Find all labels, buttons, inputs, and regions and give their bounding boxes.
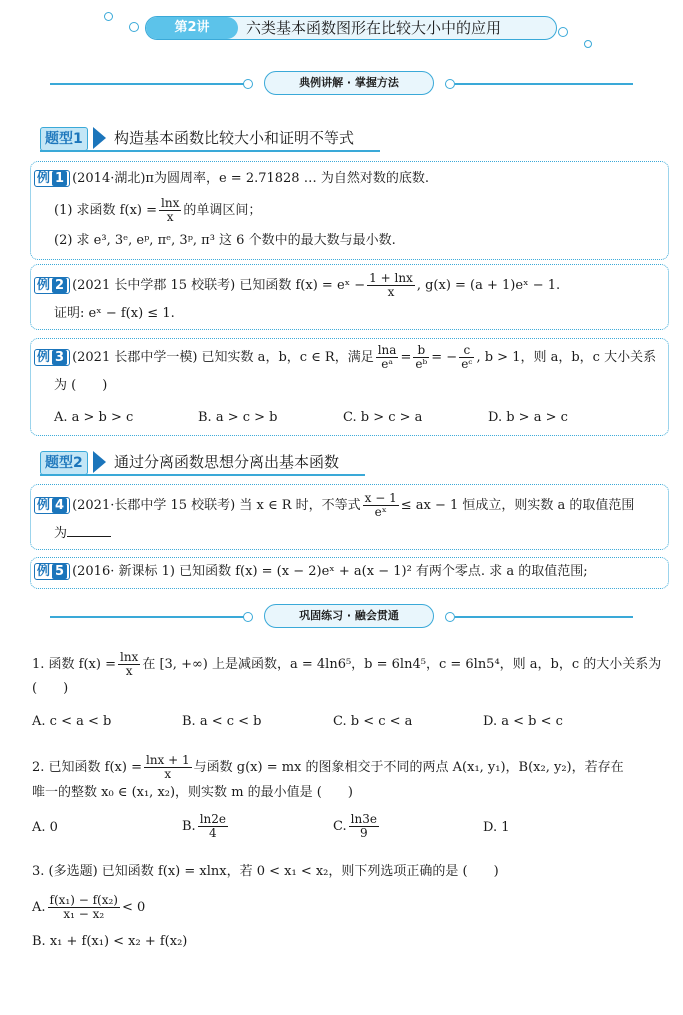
fraction: $\frac{b}{\text{eᵇ}}$ (415, 343, 428, 371)
example-5-line-1: 例 5 (2016· 新课标 1) 已知函数 f(x) = (x − 2)eˣ + a(x − 1)² 有两个零点. 求 a 的取值范围; (34, 563, 588, 581)
option-d: D. b > a > c (488, 410, 568, 425)
decor-circle (243, 612, 253, 622)
fraction: $\frac{\ln x}{x}$ (161, 196, 180, 224)
lesson-number: 第2讲 (146, 17, 238, 39)
fraction: $\frac{\text{f(x₁) − f(x₂)}}{\text{x₁ − x₂}}$ (49, 893, 118, 921)
arrow-right-icon (93, 127, 106, 149)
option-b: B. a > c > b (198, 410, 278, 425)
example-1-line-2: (1) 求函数 f(x) = $\frac{\ln x}{x}$ 的单调区间； (54, 196, 262, 224)
example-badge: 例 4 (34, 497, 70, 514)
option-d: D. 1 (483, 820, 510, 835)
type-title: 通过分离函数思想分离出基本函数 (114, 453, 340, 471)
decor-circle (445, 79, 455, 89)
exercise-2-line-1: 2. 已知函数 f(x) = $\frac{\ln x + 1}{x}$ 与函数 g(x) = mx 的图象相交于不同的两点 A(x₁, y₁)，B(x₂, y₂)，若存在 (32, 753, 624, 781)
option-b: B. x₁ + f(x₁) < x₂ + f(x₂) (32, 934, 188, 949)
example-badge: 例 1 (34, 170, 70, 187)
fraction: $\frac{x - 1}{\text{eˣ}}$ (364, 491, 397, 519)
type-underline (40, 474, 365, 476)
section-title-practice: 巩固练习 · 融会贯通 (264, 604, 434, 628)
fraction: $\frac{\ln 2e}{4}$ (199, 812, 226, 840)
exercise-3-line-1: 3. (多选题) 已知函数 f(x) = xlnx，若 0 < x₁ < x₂，则下列选项正确的是 ( ) (32, 864, 499, 879)
example-1-line-1: 例 1 (2014·湖北)π为圆周率，e = 2.71828 … 为自然对数的底数. (34, 170, 429, 188)
decor-circle (104, 12, 113, 21)
fraction: $\frac{\ln x}{x}$ (119, 650, 139, 678)
example-1-line-3: (2) 求 e³, 3ᵉ, eᵖ, πᵉ, 3ᵖ, π³ 这 6 个数中的最大数与最小数. (54, 233, 396, 248)
exercise-2-line-2: 唯一的整数 x₀ ∈ (x₁, x₂)，则实数 m 的最小值是 ( ) (32, 785, 353, 800)
type-title: 构造基本函数比较大小和证明不等式 (114, 129, 355, 147)
fraction: $\frac{\ln a}{\text{eᵃ}}$ (377, 343, 397, 371)
fraction: $\frac{\ln 3e}{9}$ (350, 812, 377, 840)
example-badge: 例 5 (34, 563, 70, 580)
section-divider-line (455, 616, 633, 618)
section-title-examples: 典例讲解 · 掌握方法 (264, 71, 434, 95)
lesson-header (145, 16, 557, 40)
option-c: C. b < c < a (333, 714, 413, 729)
option-c: C. $\frac{\ln 3e}{9}$ (333, 812, 377, 840)
example-3-line-2: 为 ( ) (54, 378, 108, 393)
fraction: $\frac{c}{\text{eᶜ}}$ (461, 343, 473, 371)
option-b: B. a < c < b (182, 714, 262, 729)
decor-circle (243, 79, 253, 89)
decor-circle (558, 27, 568, 37)
section-divider-line (50, 616, 245, 618)
decor-circle (445, 612, 455, 622)
decor-circle (129, 22, 139, 32)
example-4-line-2: 为 (54, 525, 111, 543)
exercise-1-line-1: 1. 函数 f(x) = $\frac{\ln x}{x}$ 在 [3, +∞) 上是减函数，a = 4ln6⁵，b = 6ln4⁵，c = 6ln5⁴，则 a，b，c 的大小关系为 (32, 650, 662, 678)
example-3-line-1: 例 3 (2021 长郡中学一模) 已知实数 a，b，c ∈ R，满足 $\frac{\ln a}{\text{eᵃ}}$ = $\frac{b}{\text{eᵇ}}$ = − $\frac{c}{\text{eᶜ}}$ , b > 1，则 a，b，c 大小关系 (34, 344, 656, 371)
arrow-right-icon (93, 451, 106, 473)
section-divider-line (50, 83, 245, 85)
example-4-line-1: 例 4 (2021·长郡中学 15 校联考) 当 x ∈ R 时，不等式 $\frac{x - 1}{\text{eˣ}}$ ≤ ax − 1 恒成立，则实数 a 的取值范围 (34, 492, 634, 519)
lesson-title: 六类基本函数图形在比较大小中的应用 (246, 19, 502, 37)
option-a: A. 0 (32, 820, 58, 835)
example-2-line-2: 证明: eˣ − f(x) ≤ 1. (54, 306, 175, 321)
type-label: 题型1 (40, 127, 88, 151)
fraction: $\frac{1 + \ln x}{x}$ (369, 271, 413, 299)
option-b: B. $\frac{\ln 2e}{4}$ (182, 812, 226, 840)
option-a: A. $\frac{\text{f(x₁) − f(x₂)}}{\text{x₁ − x₂}}$ < 0 (32, 893, 146, 921)
fraction: $\frac{\ln x + 1}{x}$ (145, 753, 190, 781)
answer-blank (67, 536, 111, 537)
type-label: 题型2 (40, 451, 88, 475)
example-badge: 例 2 (34, 277, 70, 294)
type-underline (40, 150, 380, 152)
option-a: A. a > b > c (54, 410, 134, 425)
example-2-line-1: 例 2 (2021 长中学郡 15 校联考) 已知函数 f(x) = eˣ − $\frac{1 + \ln x}{x}$ , g(x) = (a + 1)eˣ − 1. (34, 272, 560, 299)
exercise-1-line-2: ( ) (32, 681, 69, 696)
option-d: D. a < b < c (483, 714, 563, 729)
decor-circle (584, 40, 592, 48)
option-c: C. b > c > a (343, 410, 423, 425)
option-a: A. c < a < b (32, 714, 112, 729)
example-badge: 例 3 (34, 349, 70, 366)
section-divider-line (455, 83, 633, 85)
